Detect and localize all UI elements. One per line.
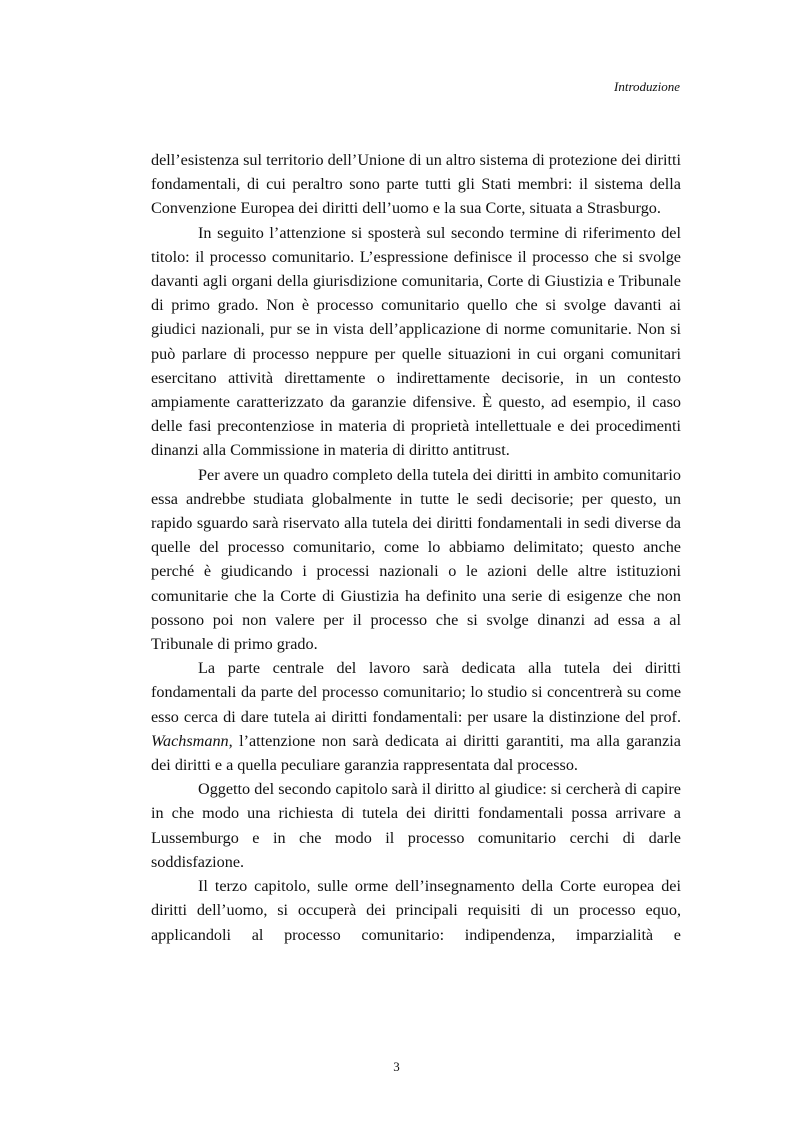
paragraph-4-text-after: l’attenzione non sarà dedicata ai diritti garantiti, ma alla garanzia dei diritti e a quella peculiare garanzia rappresentata dal processo. — [151, 731, 681, 775]
page-number: 3 — [393, 1059, 400, 1074]
body-text — [151, 148, 681, 947]
paragraph-5: Oggetto del secondo capitolo sarà il diritto al giudice: si cercherà di capire in che modo una richiesta di tutela dei diritti fondamentali possa arrivare a Lussemburgo e in che modo il processo comunitario cerchi di darle soddisfazione. — [151, 780, 681, 871]
paragraph-2: In seguito l’attenzione si sposterà sul secondo termine di riferimento del titolo: il processo comunitario. L’espressione definisce il processo che si svolge davanti agli organi della giurisdizione comunitaria, Corte di Giustizia e Tribunale di primo grado. Non è processo comunitario quello che si svolge davanti ai giudici nazionali, pur se in vista dell’applicazione di norme comunitarie. Non si può parlare di processo neppure per quelle situazioni in cui organi comunitari esercitano attività direttamente o indirettamente decisorie, in un contesto ampiamente caratterizzato da garanzie difensive. È questo, ad esempio, il caso delle fasi precontenziose in materia di proprietà intellettuale e dei procedimenti dinanzi alla Commissione in materia di diritto antitrust. — [151, 223, 681, 460]
author-name-emphasis: Wachsmann, — [151, 731, 233, 750]
paragraph-1: dell’esistenza sul territorio dell’Unione di un altro sistema di protezione dei diritti fondamentali, di cui peraltro sono parte tutti gli Stati membri: il sistema della Convenzione Europea dei diritti dell’uomo e la sua Corte, situata a Strasburgo. — [151, 151, 681, 218]
paragraph-6: Il terzo capitolo, sulle orme dell’insegnamento della Corte europea dei diritti dell’uomo, si occuperà dei principali requisiti di un processo equo, applicandoli al processo comunitario: indipendenza, imparzialità e — [151, 877, 681, 944]
running-header-title: Introduzione — [614, 79, 680, 94]
paragraph-3: Per avere un quadro completo della tutela dei diritti in ambito comunitario essa andrebbe studiata globalmente in tutte le sedi decisorie; per questo, un rapido sguardo sarà riservato alla tutela dei diritti fondamentali in sedi diverse da quelle del processo comunitario, come lo abbiamo delimitato; questo anche perché è giudicando i processi nazionali o le azioni delle altre istituzioni comunitarie che la Corte di Giustizia ha definito una serie di esigenze che non possono poi non valere per il processo che si svolge dinanzi ad essa a al Tribunale di primo grado. — [151, 465, 681, 654]
paragraph-4-text-before: La parte centrale del lavoro sarà dedicata alla tutela dei diritti fondamentali da parte del processo comunitario; lo studio si concentrerà su come esso cerca di dare tutela ai diritti fondamentali: per usare la distinzione del prof. — [151, 659, 681, 726]
paragraph-4 — [151, 656, 681, 777]
